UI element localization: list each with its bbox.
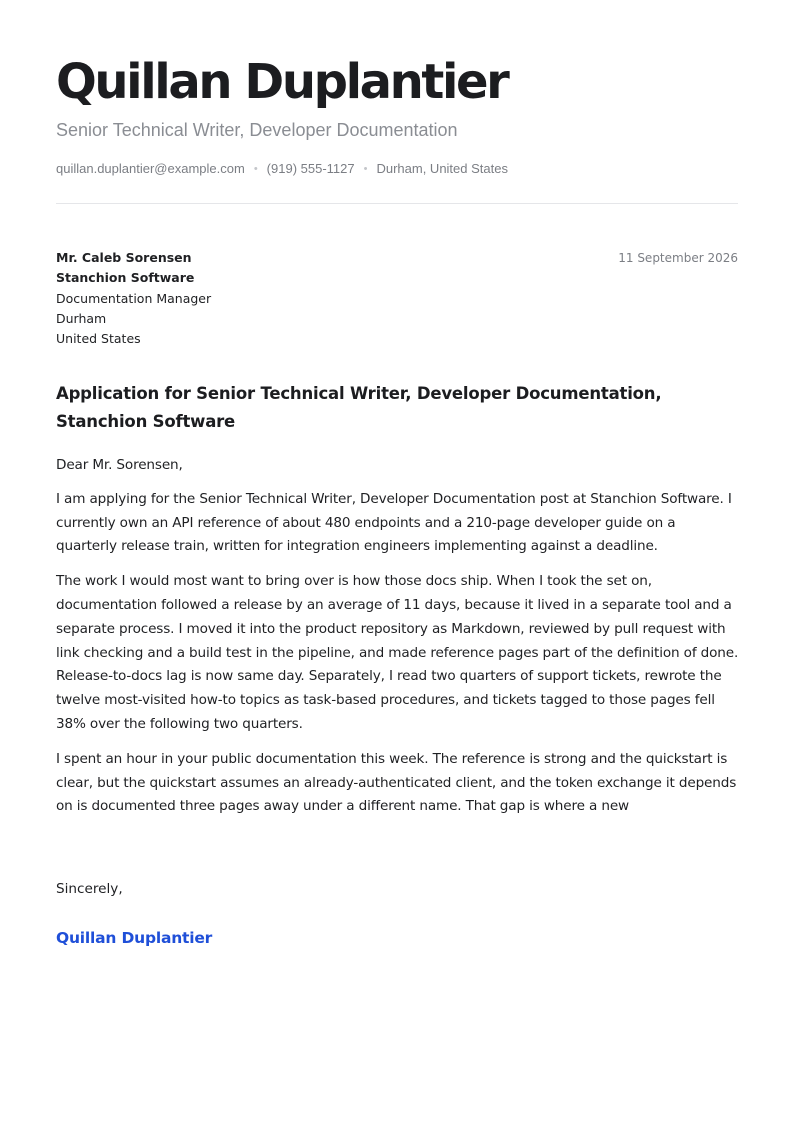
body-paragraph: The work I would most want to bring over is how those docs ship. When I took the set on, documentation followed a release by an average of 11 days, because it lived in a separate tool and a separate process. I moved it into the product repository as Markdown, reviewed by pull request with link checking and a build test in the pipeline, and made reference pages part of the definition of done. Release-to-docs lag is now same day. Separately, I read two quarters of support tickets, rewrote the twelve most-visited how-to topics as task-based procedures, and tickets tagged to those pages fell 38% over the following two quarters. — [56, 573, 739, 732]
recipient-name: Mr. Caleb Sorensen — [56, 250, 192, 265]
recipient-company: Stanchion Software — [56, 270, 195, 286]
applicant-name: Quillan Duplantier — [56, 54, 508, 110]
recipient-block — [56, 248, 211, 349]
body-paragraph: I spent an hour in your public documentation this week. The reference is strong and the quickstart is clear, but the quickstart assumes an already-authenticated client, and the token exchange it depends on is documented three pages away under a different name. That gap is where a new — [56, 750, 737, 815]
contact-location: Durham, United States — [376, 161, 508, 176]
letter-date: 11 September 2026 — [618, 251, 738, 265]
contact-separator: • — [253, 163, 258, 175]
header-divider — [56, 203, 738, 204]
recipient-title: Documentation Manager — [56, 290, 212, 306]
contact-separator: • — [363, 163, 368, 175]
contact-email[interactable]: quillan.duplantier@example.com — [56, 161, 245, 176]
contact-line — [56, 160, 508, 178]
contact-phone[interactable]: (919) 555-1127 — [266, 161, 355, 176]
recipient-city: Durham — [56, 310, 107, 326]
letter-subject: Application for Senior Technical Writer, Developer Documentation, Stanchion Software — [56, 384, 662, 431]
letter-greeting: Dear Mr. Sorensen, — [56, 457, 183, 473]
signature: Quillan Duplantier — [56, 929, 213, 947]
recipient-country: United States — [56, 331, 141, 347]
letter-body — [56, 454, 740, 830]
body-paragraph: I am applying for the Senior Technical Writer, Developer Documentation post at Stanchion Software. I currently own an API reference of about 480 endpoints and a 210-page developer guide on a quarterly release train, written for integration engineers implementing against a deadline. — [56, 490, 732, 555]
applicant-role: Senior Technical Writer, Developer Documentation — [56, 120, 458, 140]
letter-closing: Sincerely, — [56, 881, 123, 897]
